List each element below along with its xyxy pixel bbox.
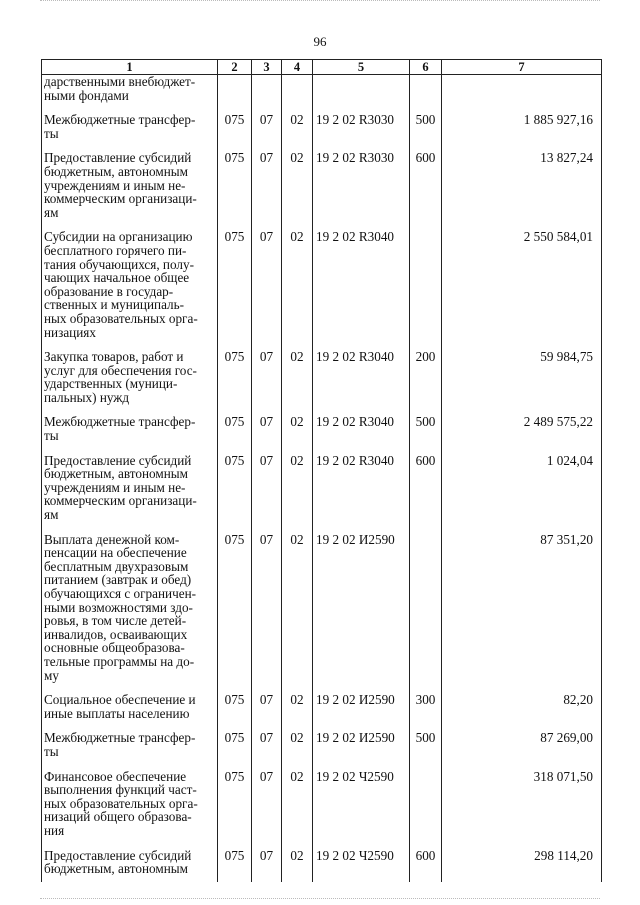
table-row xyxy=(42,146,602,225)
target-article-cell: 19 2 02 R3040 xyxy=(313,225,410,345)
target-article-cell: 19 2 02 Ч2590 xyxy=(313,844,410,882)
section-code-cell: 07 xyxy=(252,528,282,689)
target-article-cell: 19 2 02 R3040 xyxy=(313,449,410,528)
subsection-code-cell: 02 xyxy=(282,528,313,689)
row-name-cell: Предоставление субсидий бюджетным, автономным учреждениям и иным не- коммерческим организаци- ям xyxy=(42,449,218,528)
row-name-cell: Межбюджетные трансфер- ты xyxy=(42,726,218,764)
expense-type-cell xyxy=(410,225,442,345)
column-header: 4 xyxy=(282,60,313,75)
expense-type-cell: 200 xyxy=(410,345,442,410)
column-header: 5 xyxy=(313,60,410,75)
amount-cell: 2 550 584,01 xyxy=(442,225,602,345)
subsection-code-cell: 02 xyxy=(282,449,313,528)
table-row xyxy=(42,688,602,726)
row-name-cell: Предоставление субсидий бюджетным, автономным учреждениям и иным не- коммерческим организаци- ям xyxy=(42,146,218,225)
admin-code-cell: 075 xyxy=(218,146,252,225)
amount-cell: 1 885 927,16 xyxy=(442,108,602,146)
subsection-code-cell: 02 xyxy=(282,108,313,146)
subsection-code-cell: 02 xyxy=(282,765,313,844)
section-code-cell: 07 xyxy=(252,449,282,528)
target-article-cell xyxy=(313,75,410,109)
table-row xyxy=(42,528,602,689)
table-row xyxy=(42,844,602,882)
row-name-cell: Социальное обеспечение и иные выплаты населению xyxy=(42,688,218,726)
page-number: 96 xyxy=(313,34,327,49)
row-name-cell: Предоставление субсидий бюджетным, автономным xyxy=(42,844,218,882)
subsection-code-cell: 02 xyxy=(282,688,313,726)
admin-code-cell: 075 xyxy=(218,108,252,146)
admin-code-cell: 075 xyxy=(218,345,252,410)
header-row xyxy=(42,60,602,75)
amount-cell: 87 351,20 xyxy=(442,528,602,689)
amount-cell: 2 489 575,22 xyxy=(442,410,602,448)
column-header: 6 xyxy=(410,60,442,75)
section-code-cell: 07 xyxy=(252,410,282,448)
row-name-cell: дарственными внебюджет- ными фондами xyxy=(42,75,218,109)
column-header: 7 xyxy=(442,60,602,75)
amount-cell: 87 269,00 xyxy=(442,726,602,764)
column-header: 3 xyxy=(252,60,282,75)
target-article-cell: 19 2 02 И2590 xyxy=(313,688,410,726)
admin-code-cell: 075 xyxy=(218,410,252,448)
expense-type-cell xyxy=(410,528,442,689)
column-header: 2 xyxy=(218,60,252,75)
row-name-cell: Финансовое обеспечение выполнения функций част- ных образовательных орга- низаций общего образова- ния xyxy=(42,765,218,844)
table-row xyxy=(42,225,602,345)
row-name-cell: Выплата денежной ком- пенсации на обеспечение бесплатным двухразовым питанием (завтрак и обед) обучающихся с ограничен- ными возможностями здо- ровья, в том числе детей- инвалидов, осваивающих основные общеобразова- тельные программы на до- му xyxy=(42,528,218,689)
section-code-cell: 07 xyxy=(252,345,282,410)
section-code-cell: 07 xyxy=(252,146,282,225)
table-row xyxy=(42,345,602,410)
expense-type-cell: 600 xyxy=(410,146,442,225)
target-article-cell: 19 2 02 R3040 xyxy=(313,410,410,448)
section-code-cell: 07 xyxy=(252,765,282,844)
expense-type-cell: 600 xyxy=(410,449,442,528)
section-code-cell: 07 xyxy=(252,225,282,345)
amount-cell: 82,20 xyxy=(442,688,602,726)
expense-type-cell: 500 xyxy=(410,726,442,764)
table-row xyxy=(42,108,602,146)
row-name-cell: Субсидии на организацию бесплатного горячего пи- тания обучающихся, полу- чающих начальное общее образование в государ- ственных и муниципаль- ных образовательных орга- низациях xyxy=(42,225,218,345)
admin-code-cell: 075 xyxy=(218,726,252,764)
subsection-code-cell xyxy=(282,75,313,109)
expense-type-cell xyxy=(410,75,442,109)
section-code-cell: 07 xyxy=(252,688,282,726)
target-article-cell: 19 2 02 И2590 xyxy=(313,726,410,764)
expense-type-cell: 300 xyxy=(410,688,442,726)
column-header: 1 xyxy=(42,60,218,75)
table-row xyxy=(42,726,602,764)
subsection-code-cell: 02 xyxy=(282,225,313,345)
admin-code-cell: 075 xyxy=(218,528,252,689)
row-name-cell: Межбюджетные трансфер- ты xyxy=(42,108,218,146)
admin-code-cell: 075 xyxy=(218,765,252,844)
bottom-edge-rule xyxy=(40,898,600,899)
expense-type-cell: 600 xyxy=(410,844,442,882)
expense-type-cell: 500 xyxy=(410,410,442,448)
table-row xyxy=(42,449,602,528)
amount-cell: 298 114,20 xyxy=(442,844,602,882)
table-row xyxy=(42,75,602,109)
amount-cell: 59 984,75 xyxy=(442,345,602,410)
target-article-cell: 19 2 02 И2590 xyxy=(313,528,410,689)
admin-code-cell: 075 xyxy=(218,844,252,882)
expense-type-cell: 500 xyxy=(410,108,442,146)
table-row xyxy=(42,410,602,448)
admin-code-cell: 075 xyxy=(218,225,252,345)
subsection-code-cell: 02 xyxy=(282,146,313,225)
subsection-code-cell: 02 xyxy=(282,726,313,764)
admin-code-cell: 075 xyxy=(218,449,252,528)
amount-cell: 13 827,24 xyxy=(442,146,602,225)
expense-type-cell xyxy=(410,765,442,844)
budget-table xyxy=(41,59,602,882)
subsection-code-cell: 02 xyxy=(282,844,313,882)
amount-cell: 1 024,04 xyxy=(442,449,602,528)
subsection-code-cell: 02 xyxy=(282,410,313,448)
subsection-code-cell: 02 xyxy=(282,345,313,410)
target-article-cell: 19 2 02 Ч2590 xyxy=(313,765,410,844)
section-code-cell xyxy=(252,75,282,109)
section-code-cell: 07 xyxy=(252,726,282,764)
admin-code-cell: 075 xyxy=(218,688,252,726)
top-edge-rule xyxy=(40,0,600,1)
table-row xyxy=(42,765,602,844)
admin-code-cell xyxy=(218,75,252,109)
amount-cell: 318 071,50 xyxy=(442,765,602,844)
section-code-cell: 07 xyxy=(252,108,282,146)
section-code-cell: 07 xyxy=(252,844,282,882)
target-article-cell: 19 2 02 R3030 xyxy=(313,146,410,225)
amount-cell xyxy=(442,75,602,109)
target-article-cell: 19 2 02 R3040 xyxy=(313,345,410,410)
row-name-cell: Межбюджетные трансфер- ты xyxy=(42,410,218,448)
target-article-cell: 19 2 02 R3030 xyxy=(313,108,410,146)
row-name-cell: Закупка товаров, работ и услуг для обеспечения гос- ударственных (муници- пальных) нужд xyxy=(42,345,218,410)
